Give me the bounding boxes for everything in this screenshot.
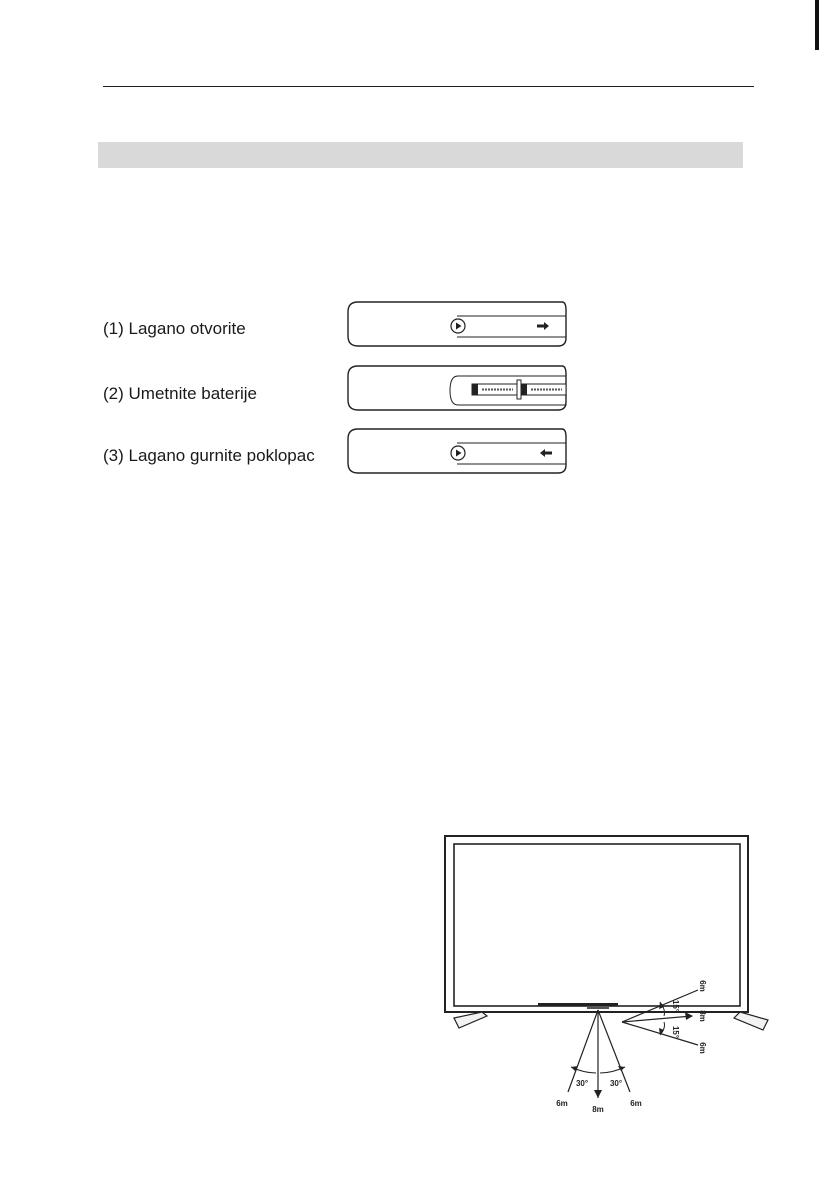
bottom-angle-label: 15° [671,1025,680,1039]
tv-stand-left [454,1012,487,1028]
step-2-label: (2) Umetnite baterije [103,384,258,403]
center-distance-label: 8m [592,1105,604,1114]
remote-open-cover-illustration [340,300,570,356]
right-angle-label: 30° [609,1079,623,1088]
step-3-label: (3) Lagano gurnite poklopac [103,446,315,465]
tv-logo [587,1006,609,1009]
remote-insert-batteries-illustration [340,364,570,420]
section-heading-band [98,142,743,168]
left-distance-label: 6m [556,1099,568,1108]
tv-stand-right [734,1012,768,1030]
header-rule [103,86,754,87]
battery-icon [521,384,566,395]
top-distance-label: 6m [698,980,707,992]
page-edge-mark [815,0,819,50]
battery-icon [472,384,517,395]
left-angle-label: 30° [575,1079,589,1088]
step-1-label: (1) Lagano otvorite [103,319,246,338]
top-angle-label: 15° [671,999,680,1013]
remote-reception-range-diagram [440,830,770,1130]
arrow-right-icon [537,322,549,330]
remote-close-cover-illustration [340,427,570,483]
middle-distance-label: 8m [698,1010,707,1022]
tv-screen [454,844,740,1006]
right-distance-label: 6m [630,1099,642,1108]
arrow-left-icon [540,449,552,457]
bottom-distance-label: 6m [698,1042,707,1054]
